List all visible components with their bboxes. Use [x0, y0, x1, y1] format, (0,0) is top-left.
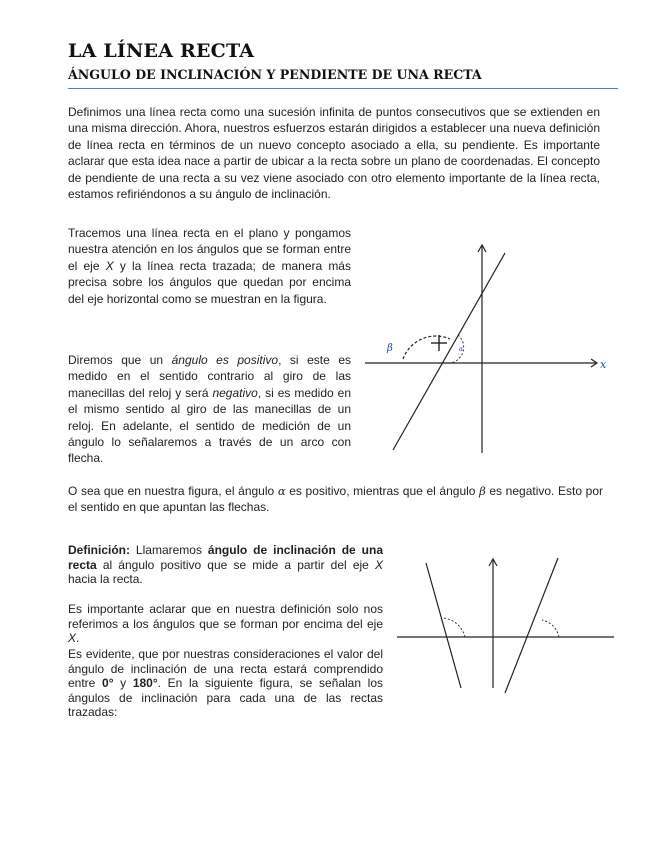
paragraph-clarification — [68, 602, 383, 646]
negative-term: negativo — [212, 385, 258, 400]
page-title: LA LÍNEA RECTA — [68, 40, 255, 62]
right-inclination-arc — [542, 620, 559, 637]
text-span: Diremos que un — [68, 353, 172, 367]
positive-angle-term: ángulo es positivo — [171, 353, 279, 367]
zero-degrees: 0° — [102, 676, 114, 691]
axis-x-symbol: X — [374, 557, 383, 572]
text-span: Tracemos una línea recta en el plano y pongamos nuestra atención en los ángulos que se forman entre el eje — [68, 226, 351, 273]
text-span: , si este es medido en el sentido contrario al giro de las manecillas del reloj y será — [68, 353, 352, 400]
beta-symbol: β — [479, 484, 486, 498]
left-line — [426, 563, 461, 688]
text-span: , si es medido en el mismo sentido al giro de las manecillas de un reloj. En adelante, el sentido de medición de un ángulo lo señalaremos a través de un arco con flecha. — [68, 385, 351, 466]
x-axis-label: x — [600, 358, 607, 371]
definition-label: Definición: — [68, 543, 130, 557]
right-line — [505, 558, 558, 693]
definition-term: ángulo de inclinación de una recta — [68, 543, 383, 572]
title-rule — [68, 88, 618, 89]
figure-angles-diagram — [355, 235, 615, 460]
text-span: Es evidente, que por nuestras consideraciones el valor del ángulo de inclinación de una recta estará comprendido entre — [68, 647, 383, 691]
axis-x-symbol: X — [68, 631, 77, 646]
text-span: y — [113, 676, 133, 691]
alpha-symbol: α — [277, 484, 286, 498]
paragraph-angle-sign — [68, 352, 351, 467]
text-span: . En la siguiente figura, se señalan los ángulos de inclinación para cada una de las rectas trazadas: — [68, 676, 384, 720]
beta-arc — [403, 336, 450, 359]
page-subtitle: ÁNGULO DE INCLINACIÓN Y PENDIENTE DE UNA RECTA — [68, 67, 482, 82]
paragraph-alpha-beta — [68, 483, 603, 516]
paragraph-trace-line — [68, 225, 351, 307]
text-span: es negativo. Esto por el sentido en que apuntan las flechas. — [68, 484, 603, 515]
text-span: hacia la recta. — [68, 572, 143, 587]
alpha-label: α — [459, 346, 464, 353]
figure-inclination-diagram — [393, 548, 618, 698]
intro-paragraph: Definimos una línea recta como una sucesión infinita de puntos consecutivos que se extienden en una misma dirección. Ahora, nuestros esfuerzos estarán dirigidos a establecer una nueva definición de línea recta en términos de un nuevo concepto asociado a ella, su pendiente. Es importante aclarar que esta idea nace a partir de ubicar a la recta sobre un plano de coordenadas. El concepto de pendiente de una recta a su vez viene asociado con otro elemento importante de la línea recta, estamos refiriéndonos a su ángulo de inclinación. — [68, 105, 600, 202]
text-span: Es importante aclarar que en nuestra definición solo nos referimos a los ángulos que se forman por encima del eje — [68, 602, 383, 631]
beta-label: β — [387, 343, 393, 354]
text-span: es positivo, mientras que el ángulo — [285, 484, 480, 498]
text-span: . — [76, 631, 80, 646]
definition-paragraph — [68, 543, 383, 587]
text-span: Llamaremos — [130, 543, 208, 557]
text-span: O sea que en nuestra figura, el ángulo — [68, 484, 278, 498]
slanted-line — [393, 253, 505, 450]
paragraph-angle-range — [68, 647, 383, 720]
axis-x-symbol: X — [105, 258, 114, 273]
text-span: y la línea recta trazada; de manera más precisa sobre los ángulos que quedan por encima del eje horizontal como se muestran en la figura. — [68, 258, 351, 306]
text-span: al ángulo positivo que se mide a partir del eje — [96, 557, 375, 572]
one-eighty-degrees: 180° — [132, 676, 158, 691]
